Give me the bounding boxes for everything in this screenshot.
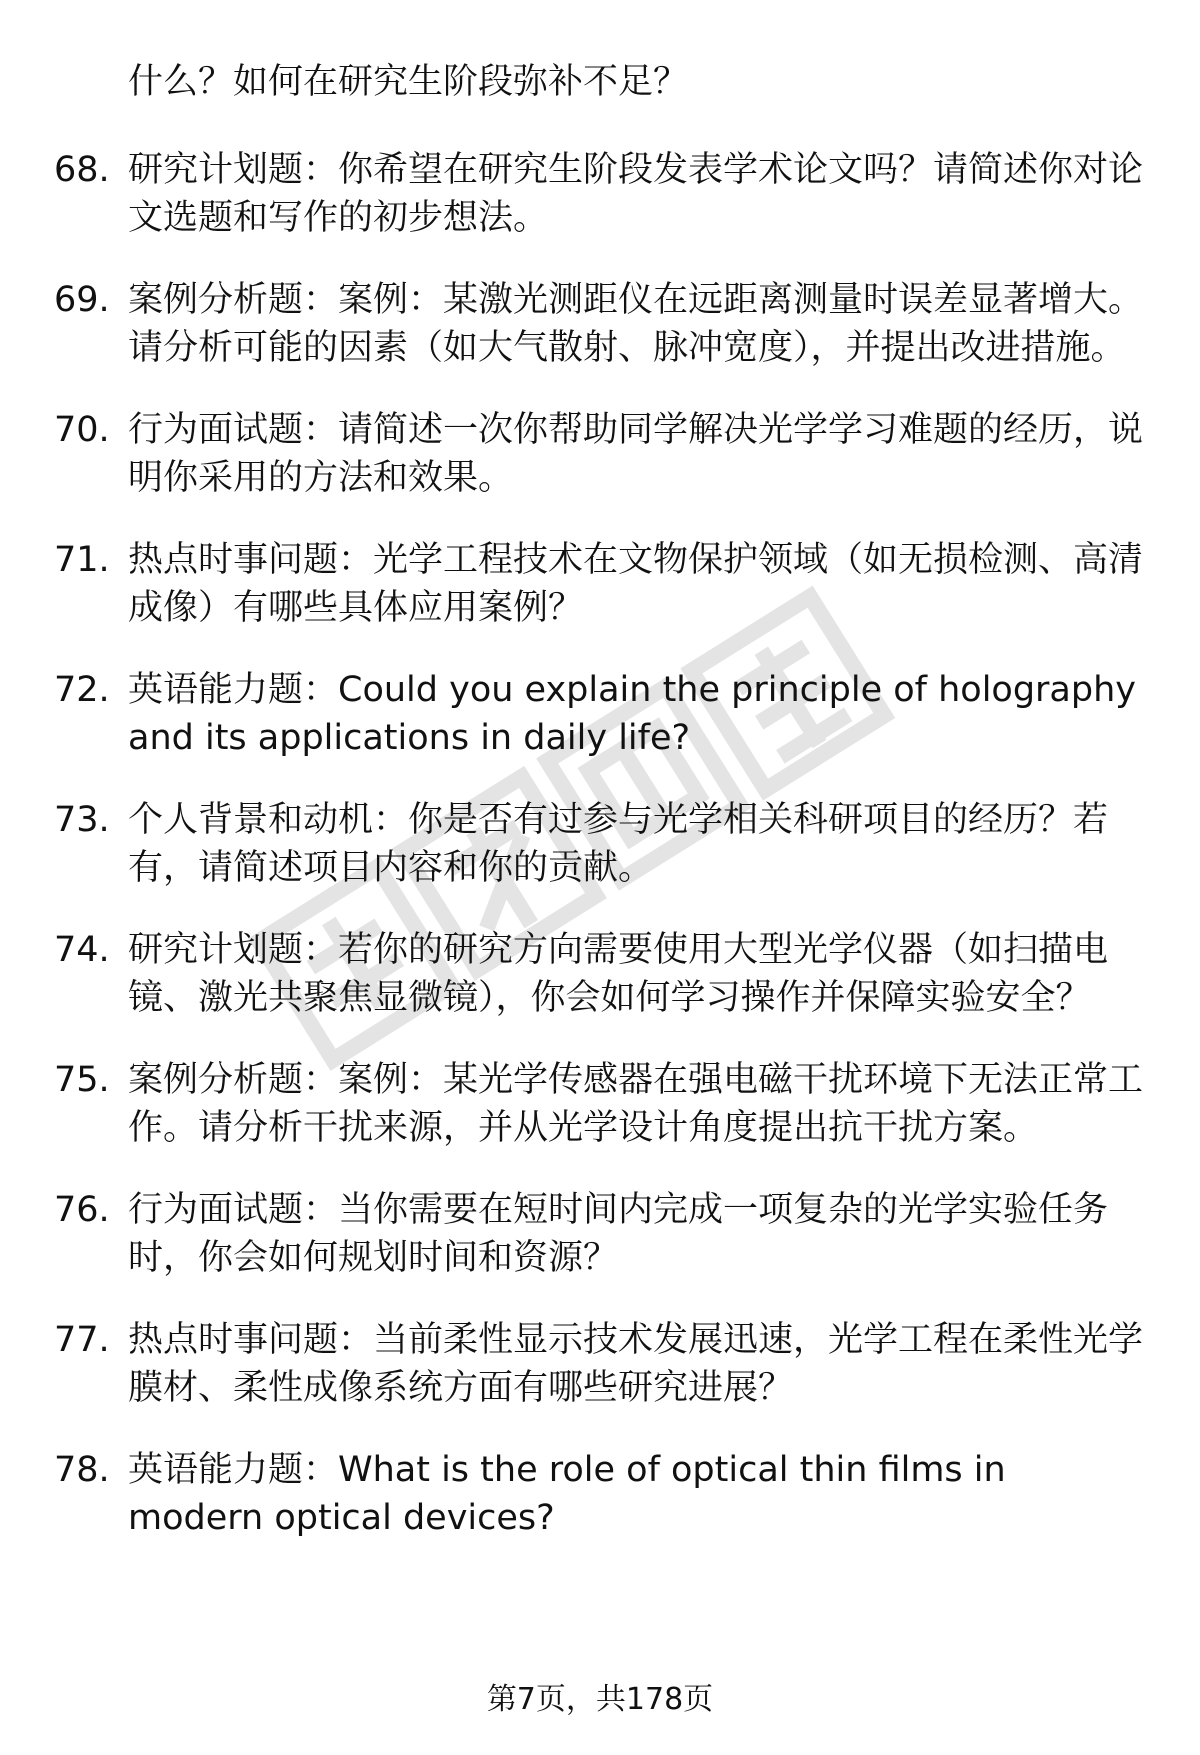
question-item (0, 1056, 1200, 1152)
question-number: 73. (54, 800, 110, 840)
question-item (0, 666, 1200, 762)
question-number: 74. (54, 930, 110, 970)
question-item (0, 276, 1200, 372)
question-number: 78. (54, 1450, 110, 1490)
question-text: 热点时事问题：当前柔性显示技术发展迅速，光学工程在柔性光学膜材、柔性成像系统方面有哪些研究进展？ (128, 1320, 1144, 1408)
question-text: 案例分析题：案例：某激光测距仪在远距离测量时误差显著增大。请分析可能的因素（如大气散射、脉冲宽度），并提出改进措施。 (128, 280, 1144, 368)
question-item (0, 146, 1200, 242)
question-text: 研究计划题：你希望在研究生阶段发表学术论文吗？请简述你对论文选题和写作的初步想法。 (128, 150, 1144, 238)
question-text: 案例分析题：案例：某光学传感器在强电磁干扰环境下无法正常工作。请分析干扰来源，并从光学设计角度提出抗干扰方案。 (128, 1060, 1144, 1148)
question-item (0, 926, 1200, 1022)
page-footer: 第7页，共178页 (486, 1682, 714, 1717)
question-number: 72. (54, 670, 110, 710)
question-item (0, 406, 1200, 502)
question-number: 76. (54, 1190, 110, 1230)
previous-question-continuation: 什么？如何在研究生阶段弥补不足？ (128, 62, 689, 102)
question-number: 75. (54, 1060, 110, 1100)
question-item (0, 796, 1200, 892)
question-item (0, 1316, 1200, 1412)
question-text: 英语能力题：Could you explain the principle of holography and its applications in daily life? (128, 670, 1136, 758)
question-item (0, 536, 1200, 632)
question-number: 68. (54, 150, 110, 190)
question-text: 行为面试题：当你需要在短时间内完成一项复杂的光学实验任务时，你会如何规划时间和资源？ (128, 1190, 1109, 1278)
question-item (0, 1186, 1200, 1282)
question-number: 71. (54, 540, 110, 580)
question-number: 70. (54, 410, 110, 450)
question-item (0, 1446, 1200, 1542)
question-list (0, 146, 1200, 1576)
question-number: 69. (54, 280, 110, 320)
question-text: 行为面试题：请简述一次你帮助同学解决光学学习难题的经历，说明你采用的方法和效果。 (128, 410, 1144, 498)
question-text: 英语能力题：What is the role of optical thin films in modern optical devices? (128, 1450, 1006, 1538)
question-text: 热点时事问题：光学工程技术在文物保护领域（如无损检测、高清成像）有哪些具体应用案例？ (128, 540, 1144, 628)
question-text: 个人背景和动机：你是否有过参与光学相关科研项目的经历？若有，请简述项目内容和你的贡献。 (128, 800, 1109, 888)
question-text: 研究计划题：若你的研究方向需要使用大型光学仪器（如扫描电镜、激光共聚焦显微镜），你会如何学习操作并保障实验安全？ (128, 930, 1109, 1018)
question-number: 77. (54, 1320, 110, 1360)
